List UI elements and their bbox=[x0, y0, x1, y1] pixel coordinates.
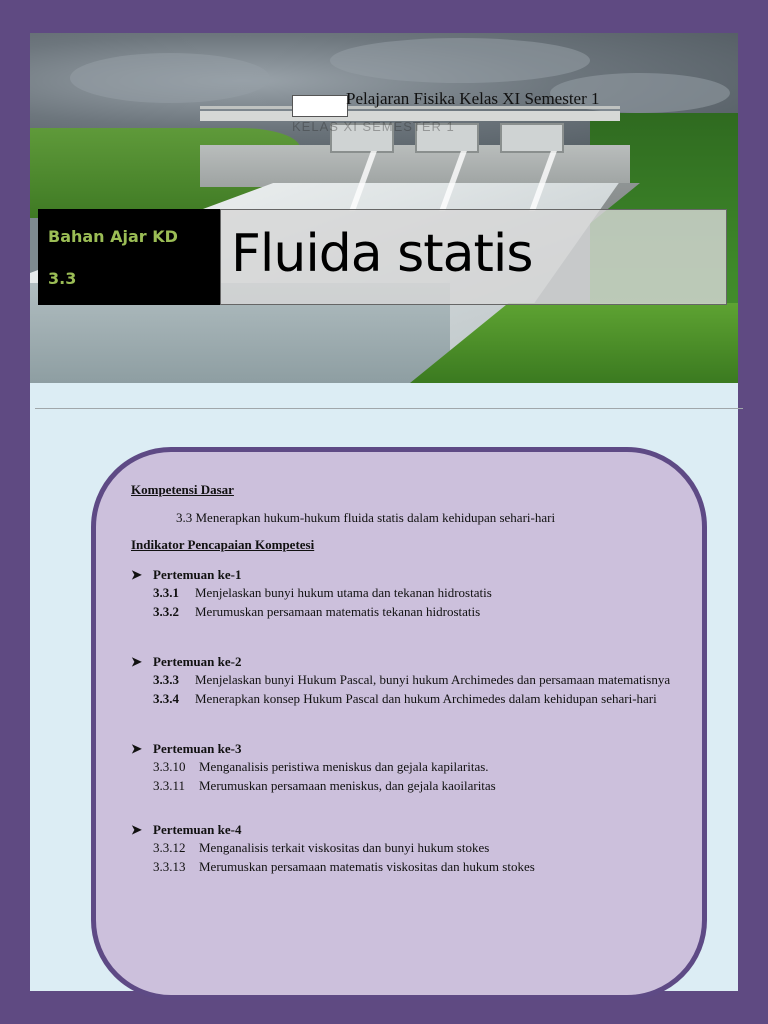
page-title: Fluida statis bbox=[231, 224, 533, 284]
meeting-block bbox=[131, 567, 671, 621]
indicator-item bbox=[153, 757, 671, 776]
indicator-text: Menganalisis terkait viskositas dan bunyi hukum stokes bbox=[199, 840, 490, 855]
meeting-title: Pertemuan ke-4 bbox=[153, 822, 242, 837]
indicator-heading: Indikator Pencapaian Kompetesi bbox=[131, 537, 315, 552]
arrow-bullet-icon: ➤ bbox=[131, 567, 142, 582]
arrow-bullet-icon: ➤ bbox=[131, 822, 142, 837]
kd-statement: 3.3 Menerapkan hukum-hukum fluida statis dalam kehidupan sehari-hari bbox=[176, 510, 556, 525]
indicator-code: 3.3.2 bbox=[153, 604, 179, 619]
meeting-block bbox=[131, 822, 671, 876]
meeting-title: Pertemuan ke-2 bbox=[153, 654, 242, 669]
meeting-title: Pertemuan ke-3 bbox=[153, 741, 242, 756]
cloud bbox=[70, 53, 270, 103]
meeting-block bbox=[131, 741, 671, 795]
meeting-title: Pertemuan ke-1 bbox=[153, 567, 242, 582]
arrow-bullet-icon: ➤ bbox=[131, 654, 142, 669]
subject-placeholder-box bbox=[292, 95, 348, 117]
indicator-item bbox=[153, 670, 671, 689]
indicator-text: Merumuskan persamaan matematis viskositas dan hukum stokes bbox=[199, 859, 535, 874]
indicator-text: Menjelaskan bunyi Hukum Pascal, bunyi hukum Archimedes dan persamaan matematisnya bbox=[195, 672, 671, 687]
dam-cover-photo bbox=[30, 33, 738, 383]
indicator-code: 3.3.1 bbox=[153, 585, 179, 600]
indicator-code: 3.3.13 bbox=[153, 859, 186, 874]
indicator-item bbox=[153, 838, 671, 857]
divider bbox=[35, 408, 743, 409]
indicator-text: Menganalisis peristiwa meniskus dan gejala kapilaritas. bbox=[199, 759, 489, 774]
cloud bbox=[330, 38, 590, 83]
kd-heading: Kompetensi Dasar bbox=[131, 482, 234, 497]
kd-number: 3.3 bbox=[48, 269, 77, 288]
indicator-item bbox=[153, 602, 671, 621]
indicator-code: 3.3.12 bbox=[153, 840, 186, 855]
indicator-text: Merumuskan persamaan meniskus, dan gejala kaoilaritas bbox=[199, 778, 496, 793]
indicator-text: Merumuskan persamaan matematis tekanan hidrostatis bbox=[195, 604, 481, 619]
indicator-code: 3.3.3 bbox=[153, 672, 179, 687]
indicator-item bbox=[153, 857, 671, 876]
dam-gate bbox=[500, 123, 564, 153]
competency-card bbox=[91, 447, 707, 1000]
indicator-item bbox=[153, 776, 671, 795]
indicator-code: 3.3.4 bbox=[153, 691, 179, 706]
meeting-block bbox=[131, 654, 671, 708]
title-box bbox=[220, 209, 727, 305]
arrow-bullet-icon: ➤ bbox=[131, 741, 142, 756]
indicator-text: Menjelaskan bunyi hukum utama dan tekanan hidrostatis bbox=[195, 585, 492, 600]
indicator-code: 3.3.11 bbox=[153, 778, 186, 793]
kd-box bbox=[38, 209, 220, 305]
indicator-item bbox=[153, 689, 671, 708]
subject-line: Pelajaran Fisika Kelas XI Semester 1 bbox=[346, 89, 600, 108]
indicator-text: Menerapkan konsep Hukum Pascal dan hukum Archimedes dalam kehidupan sehari-hari bbox=[195, 691, 657, 706]
kd-label: Bahan Ajar KD bbox=[48, 227, 178, 246]
indicator-item bbox=[153, 583, 671, 602]
card-content bbox=[131, 482, 671, 876]
ghost-subtitle: KELAS XI SEMESTER 1 bbox=[292, 119, 455, 134]
indicator-code: 3.3.10 bbox=[153, 759, 186, 774]
